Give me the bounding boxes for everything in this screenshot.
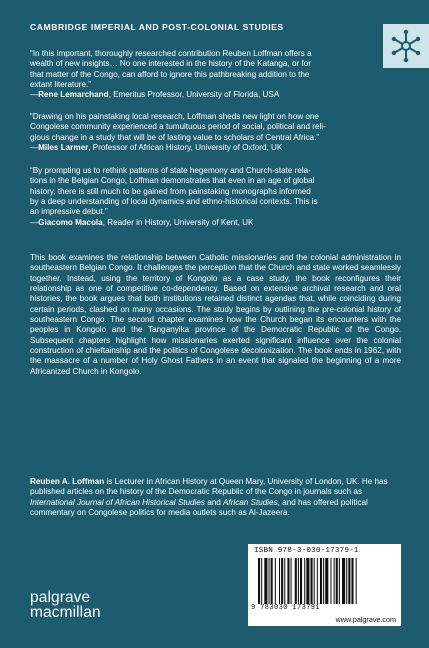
barcode-bar bbox=[269, 558, 270, 604]
barcode-bar bbox=[258, 558, 260, 604]
barcode-bar bbox=[325, 558, 328, 604]
barcode-icon bbox=[258, 558, 390, 604]
quote-affiliation: , Emeritus Professor, University of Florida, USA bbox=[108, 90, 280, 100]
quote-affiliation: , Professor of African History, University of Oxford, UK bbox=[88, 143, 283, 153]
barcode-bar bbox=[336, 558, 338, 604]
barcode-bar bbox=[346, 558, 347, 604]
quote-line: an impressive debut.” bbox=[30, 207, 108, 217]
book-description: This book examines the relationship between Catholic missionaries and the colonial administration in southeastern Belgian Congo. It challenges the perception that the Church and state worked seamlessly together. Instead, using the territory of Kongolo as a case study, the book reconfigures their relationship as one of competitive co-dependency. Based on extensive archival research and oral histories, the book argues that both institutions retained distinct agendas that, while coinciding during certain periods, clashed on many occasions. The study begins by outlining the pre-colonial history of southeastern Congo. The second chapter examines how the Church began its encounters with the peoples in Kongolo and the Tanganyika province of the Democratic Republic of the Congo. Subsequent chapters highlight how missionaries exerted significant influence over the colonial construction of chieftainship and the politics of Congolese decolonization. The book ends in 1962, with the massacre of a number of Holy Ghost Fathers in an event that signaled the beginning of a more Africanized Church in Kongolo. bbox=[30, 253, 401, 376]
author-bio bbox=[30, 477, 402, 518]
barcode-bar bbox=[334, 558, 335, 604]
barcode-bar bbox=[275, 558, 276, 604]
journal-title: International Journal of African Historical Studies bbox=[30, 497, 205, 507]
quote-author: Giacomo Macola bbox=[38, 217, 103, 227]
barcode-number: 9 783030 173791 bbox=[251, 604, 321, 612]
quote-attribution: —Miles Larmer, Professor of African History, University of Oxford, UK bbox=[30, 143, 283, 153]
journal-title: African Studies bbox=[223, 497, 278, 507]
endorsement-quote bbox=[30, 112, 402, 153]
bio-text: , and has offered political commentary on Congolese politics for media outlets such as Al-Jazeera. bbox=[30, 497, 368, 518]
quote-attribution: —Rene Lemarchand, Emeritus Professor, University of Florida, USA bbox=[30, 90, 280, 100]
quote-line: gious change in a study that will be of lasting value to scholars of Central Africa.” bbox=[30, 132, 320, 142]
barcode-box bbox=[248, 544, 401, 626]
quote-line: “In this important, thoroughly researched contribution Reuben Loffman offers a bbox=[30, 49, 312, 58]
barcode-bar bbox=[330, 558, 331, 604]
quote-affiliation: , Reader in History, University of Kent, UK bbox=[102, 217, 254, 227]
series-title: CAMBRIDGE IMPERIAL AND POST-COLONIAL STUDIES bbox=[30, 22, 284, 32]
quote-line: wealth of new insights… No one interested in the history of the Katanga, or for bbox=[30, 59, 311, 69]
publisher-name-line: macmillan bbox=[30, 604, 101, 621]
quote-attribution: —Giacomo Macola, Reader in History, University of Kent, UK bbox=[30, 217, 254, 227]
barcode-bar bbox=[279, 558, 280, 604]
quote-author: Miles Larmer bbox=[38, 143, 89, 153]
barcode-bar bbox=[304, 558, 305, 604]
quote-line: “Drawing on his painstaking local research, Loffman sheds new light on how one bbox=[30, 112, 319, 121]
quote-line: extant literature.” bbox=[30, 80, 91, 90]
author-name: Reuben A. Loffman bbox=[30, 477, 105, 486]
barcode-bar bbox=[298, 558, 299, 604]
publisher-url: www.palgrave.com bbox=[335, 615, 396, 624]
barcode-bar bbox=[317, 558, 318, 604]
quote-line: “By prompting us to rethink patterns of state hegemony and Church-state rela- bbox=[30, 166, 311, 175]
barcode-bar bbox=[311, 558, 313, 604]
quote-line: tions in the Belgian Congo, Loffman demonstrates that even in an age of global bbox=[30, 176, 315, 186]
publisher-logo bbox=[30, 590, 101, 620]
barcode-bar bbox=[300, 558, 302, 604]
quote-line: by a deep understanding of local dynamics and ethno-historical contexts. This is bbox=[30, 197, 318, 207]
barcode-bar bbox=[271, 558, 273, 604]
barcode-bar bbox=[281, 558, 283, 604]
barcode-bar bbox=[348, 558, 350, 604]
barcode-bar bbox=[295, 558, 297, 604]
isbn-text: ISBN 978-3-030-17379-1 bbox=[254, 547, 359, 555]
barcode-bar bbox=[264, 558, 267, 604]
barcode-bar bbox=[287, 558, 289, 604]
barcode-bar bbox=[356, 558, 357, 604]
barcode-bar bbox=[291, 558, 292, 604]
bio-text: is Lecturer in African History at Queen Mary, University of London, UK. He has published articles on the history of the Democratic Republic of the Congo in journals such as bbox=[30, 477, 388, 497]
barcode-bar bbox=[342, 558, 345, 604]
barcode-bar bbox=[339, 558, 340, 604]
barcode-bar bbox=[351, 558, 353, 604]
quote-line: history, there is still much to be gained from painstaking monographs informed bbox=[30, 186, 311, 196]
quote-line: Congolese community experienced a tumultuous period of social, political and reli- bbox=[30, 122, 326, 132]
barcode-bar bbox=[284, 558, 285, 604]
barcode-bar bbox=[320, 558, 322, 604]
quote-line: that matter of the Congo, can afford to ignore this pathbreaking addition to the bbox=[30, 69, 310, 79]
barcode-bar bbox=[314, 558, 315, 604]
barcode-bar bbox=[261, 558, 262, 604]
endorsement-quote bbox=[30, 49, 402, 101]
bio-text: and bbox=[204, 497, 224, 507]
endorsement-quote bbox=[30, 166, 402, 228]
quote-author: Rene Lemarchand bbox=[38, 90, 109, 100]
barcode-bar bbox=[306, 558, 309, 604]
publisher-name-line: palgrave bbox=[30, 589, 91, 606]
barcode-bar bbox=[323, 558, 324, 604]
